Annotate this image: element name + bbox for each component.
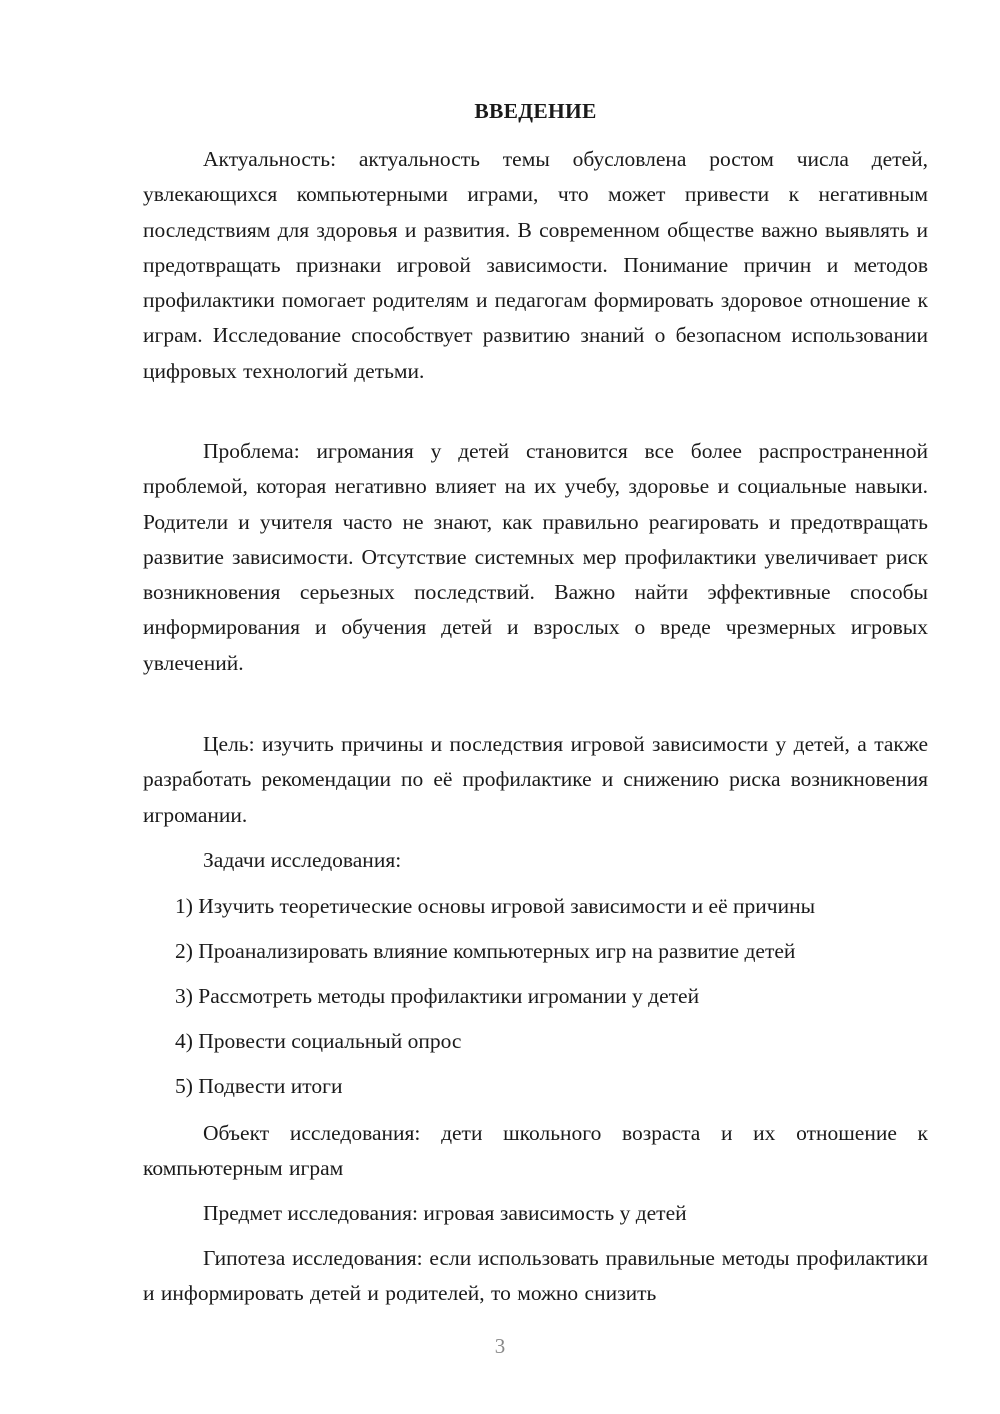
page-number: 3	[494, 1334, 506, 1358]
relevance-paragraph: Актуальность: актуальность темы обусловлена ростом числа детей, увлекающихся компьютерными играми, что может привести к негативным последствиям для здоровья и развития. В современном обществе важно выявлять и предотвращать признаки игровой зависимости. Понимание причин и методов профилактики помогает родителям и педагогам формировать здоровое отношение к играм. Исследование способствует развитию знаний о безопасном использовании цифровых технологий детьми.	[143, 147, 928, 383]
tasks-heading: Задачи исследования:	[203, 848, 402, 872]
task-item: 2) Проанализировать влияние компьютерных игр на развитие детей	[175, 939, 796, 963]
problem-paragraph: Проблема: игромания у детей становится все более распространенной проблемой, которая негативно влияет на их учебу, здоровье и социальные навыки. Родители и учителя часто не знают, как правильно реагировать и предотвращать развитие зависимости. Отсутствие системных мер профилактики увеличивает риск возникновения серьезных последствий. Важно найти эффективные способы информирования и обучения детей и взрослых о вреде чрезмерных игровых увлечений.	[143, 439, 928, 675]
object-paragraph: Объект исследования: дети школьного возраста и их отношение к компьютерным играм	[143, 1121, 928, 1181]
section-title: ВВЕДЕНИЕ	[474, 99, 597, 123]
subject-paragraph: Предмет исследования: игровая зависимость у детей	[203, 1201, 687, 1225]
task-item: 5) Подвести итоги	[175, 1074, 343, 1098]
task-item: 3) Рассмотреть методы профилактики игромании у детей	[175, 984, 700, 1008]
goal-paragraph: Цель: изучить причины и последствия игровой зависимости у детей, а также разработать рекомендации по её профилактике и снижению риска возникновения игромании.	[143, 732, 928, 827]
hypothesis-paragraph: Гипотеза исследования: если использовать правильные методы профилактики и информировать детей и родителей, то можно снизить	[143, 1246, 928, 1306]
task-item: 4) Провести социальный опрос	[175, 1029, 462, 1053]
task-item: 1) Изучить теоретические основы игровой зависимости и её причины	[175, 894, 816, 918]
